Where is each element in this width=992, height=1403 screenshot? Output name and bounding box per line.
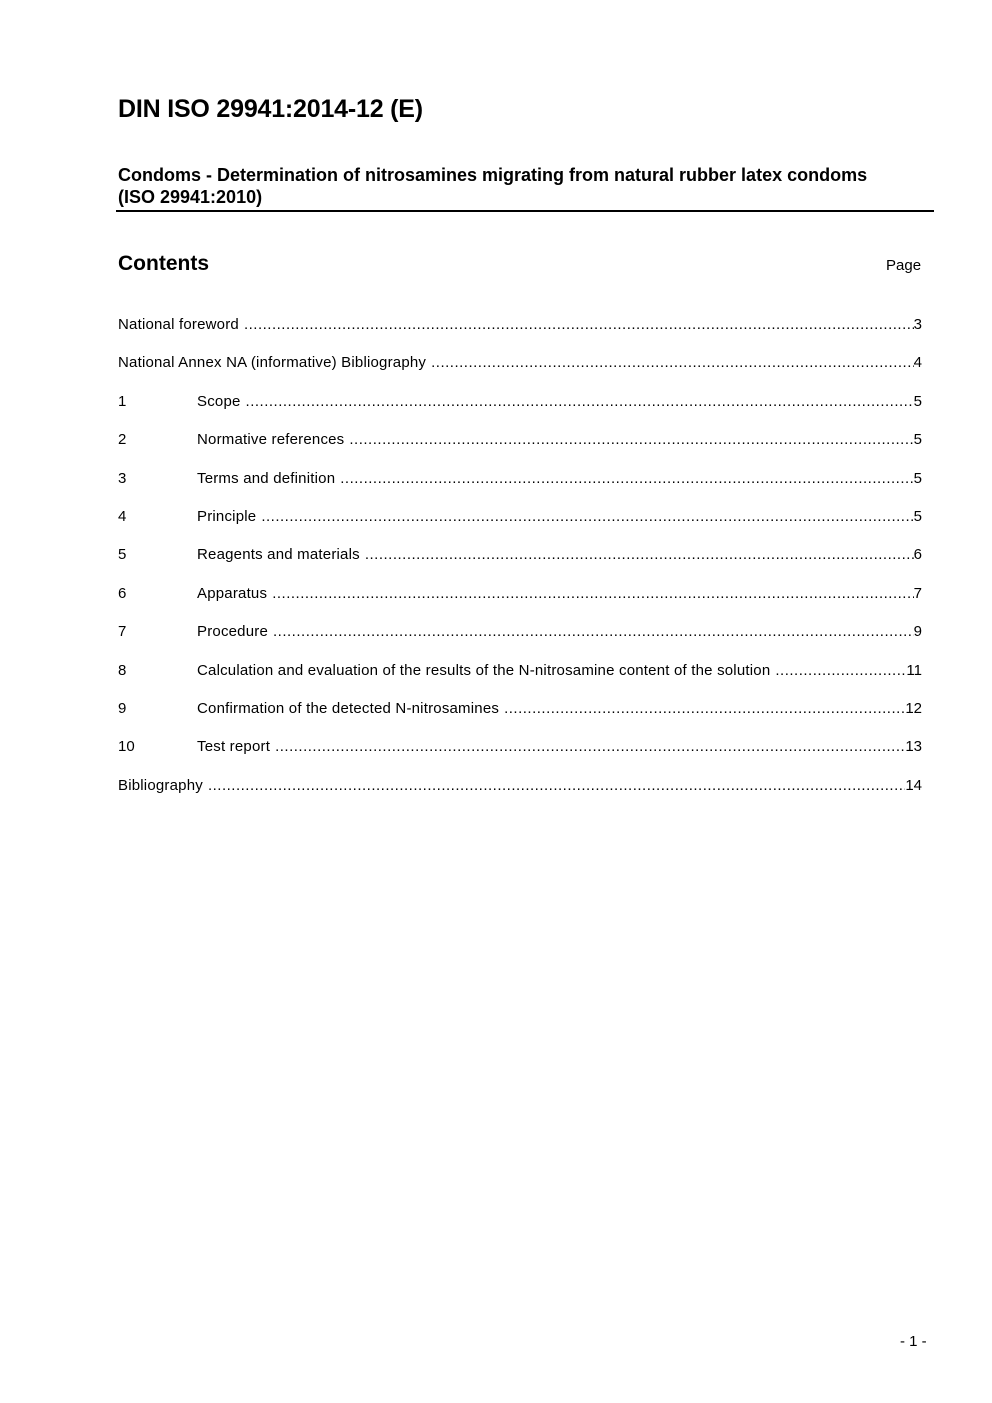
toc-entry-page: 5 — [913, 469, 922, 487]
toc-entry-page: 11 — [906, 661, 922, 679]
toc-entry-terms-and-definition[interactable] — [118, 469, 922, 507]
toc-dot-leader — [244, 315, 914, 335]
toc-entry-page: 5 — [913, 431, 922, 449]
table-of-contents — [118, 315, 922, 814]
toc-dot-leader — [431, 353, 914, 373]
contents-heading: Contents — [118, 252, 209, 275]
page-number: - 1 - — [900, 1333, 927, 1350]
toc-entry-number: 3 — [118, 469, 127, 487]
toc-entry-bibliography[interactable] — [118, 776, 922, 814]
toc-entry-calculation-and-evaluation[interactable] — [118, 661, 922, 699]
toc-entry-title: National Annex NA (informative) Bibliography — [118, 354, 427, 372]
toc-entry-number: 8 — [118, 661, 127, 679]
toc-entry-test-report[interactable] — [118, 737, 922, 775]
toc-entry-title: Reagents and materials — [197, 546, 360, 564]
title-divider — [116, 210, 934, 212]
toc-entry-page: 5 — [913, 507, 922, 525]
toc-entry-page: 14 — [905, 776, 922, 794]
toc-entry-national-annex[interactable] — [118, 353, 922, 391]
toc-entry-title: Bibliography — [118, 776, 203, 794]
toc-entry-number: 1 — [118, 392, 127, 410]
toc-dot-leader — [275, 737, 905, 757]
toc-entry-number: 2 — [118, 431, 127, 449]
toc-entry-title: National foreword — [118, 316, 239, 333]
page-column-label: Page — [886, 257, 922, 274]
toc-entry-page: 12 — [905, 699, 922, 717]
toc-entry-title: Apparatus — [197, 584, 268, 602]
toc-entry-procedure[interactable] — [118, 622, 922, 660]
toc-dot-leader — [775, 661, 906, 681]
toc-entry-normative-references[interactable] — [118, 430, 922, 468]
document-title: DIN ISO 29941:2014-12 (E) — [118, 95, 423, 123]
toc-entry-page: 7 — [913, 584, 922, 602]
toc-entry-page: 9 — [913, 623, 922, 641]
toc-dot-leader — [349, 430, 913, 450]
toc-entry-number: 10 — [118, 738, 135, 756]
toc-entry-title: Confirmation of the detected N-nitrosamines — [197, 699, 500, 717]
toc-entry-page: 3 — [913, 316, 922, 333]
toc-entry-principle[interactable] — [118, 507, 922, 545]
toc-entry-page: 6 — [913, 546, 922, 564]
toc-dot-leader — [273, 622, 914, 642]
toc-entry-number: 4 — [118, 507, 127, 525]
toc-entry-title: Calculation and evaluation of the results of the N-nitrosamine content of the solution — [197, 661, 771, 679]
toc-dot-leader — [272, 584, 913, 604]
toc-entry-reagents-and-materials[interactable] — [118, 545, 922, 583]
toc-dot-leader — [365, 545, 914, 565]
toc-dot-leader — [504, 699, 905, 719]
toc-entry-title: Terms and definition — [197, 469, 336, 487]
toc-entry-number: 7 — [118, 623, 127, 641]
toc-entry-page: 4 — [913, 354, 922, 372]
toc-dot-leader — [261, 507, 913, 527]
document-subtitle: Condoms - Determination of nitrosamines migrating from natural rubber latex condoms (ISO 29941:2010) — [118, 165, 868, 207]
toc-entry-title: Scope — [197, 392, 241, 410]
toc-entry-page: 13 — [905, 738, 922, 756]
toc-entry-apparatus[interactable] — [118, 584, 922, 622]
toc-entry-scope[interactable] — [118, 392, 922, 430]
toc-entry-national-foreword[interactable] — [118, 315, 922, 353]
toc-dot-leader — [246, 392, 914, 412]
toc-entry-title: Principle — [197, 507, 257, 525]
toc-entry-confirmation[interactable] — [118, 699, 922, 737]
toc-entry-title: Test report — [197, 738, 271, 756]
toc-dot-leader — [340, 469, 913, 489]
toc-entry-title: Procedure — [197, 623, 269, 641]
toc-dot-leader — [208, 776, 905, 796]
toc-entry-title: Normative references — [197, 431, 345, 449]
toc-entry-number: 9 — [118, 699, 127, 717]
toc-entry-number: 5 — [118, 546, 127, 564]
toc-entry-page: 5 — [913, 392, 922, 410]
toc-entry-number: 6 — [118, 584, 127, 602]
